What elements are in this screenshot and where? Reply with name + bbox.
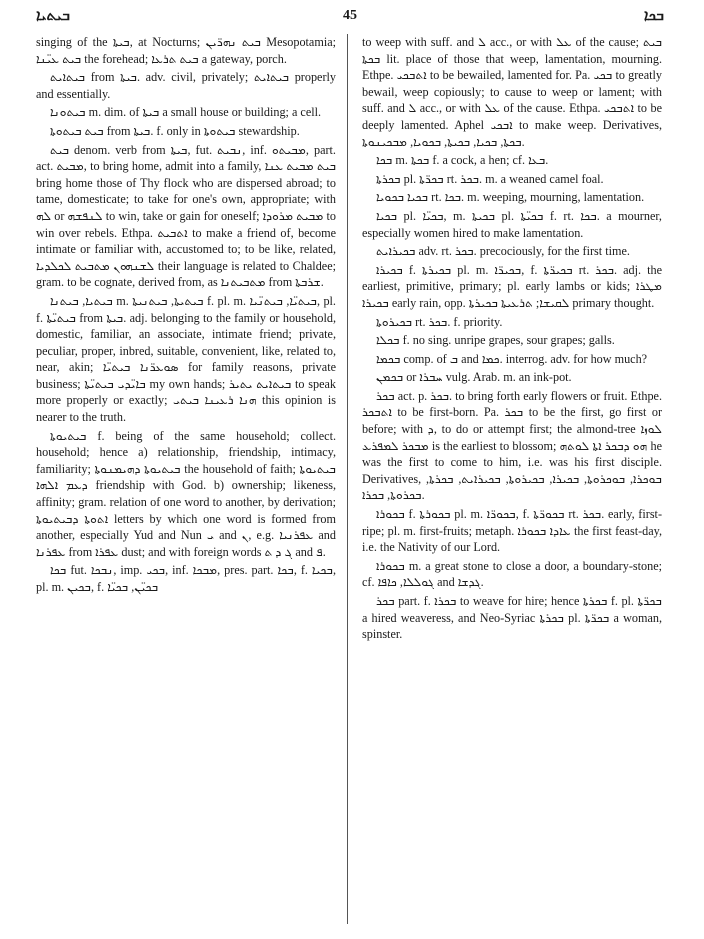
dictionary-entry: ܒܟܡܐ comp. of ܒ and ܟܡܐ. interrog. adv. for how much?	[376, 351, 648, 366]
dictionary-entry: ܒܝܬܝܘܬܐ f. being of the same household; collect. household; hence a) relationship, friendship, intimacy, familiarity; ܒܝܬܝܘܬܐ ܕܗܝܡܢܘܬܐ the household of faith; ܒܝܬܝܘܬܐ ܕܥܡ ܐܠܗܐ friendship with God. b) ownership; likeness, affinity; gram. relation of one word to another, by derivation; ܐܬܘܬܐ ܕܒܝܬܝܘܬܐ letters by which one word is formed from another, especially Yud and Nun ܝ and ܢ, e.g. ܥܦܪܢܝܐ and ܥܦܪܢܐ from ܥܦܪܐ dust; and with foreign words ܓ ܕ ܬ and ܦ.	[36, 428, 336, 559]
column-divider	[347, 34, 348, 924]
page-header	[36, 6, 664, 28]
dictionary-entry: ܒܟܝܐ pl. ܒܟܝ̈ܐ, m. ܒܟܝܬܐ pl. ܒܟܝ̈ܬܐ f. rt. ܒܟܐ. a mourner, especially women hired to make lamentation.	[362, 208, 662, 240]
dictionary-entry: ܒܟܪ act. p. ܒܟܪ. to bring forth early flowers or fruit. Ethpe. ܐܬܒܟܪ to be first-born. Pa. ܒܟܪ to be the first, go first or before; with ܕ, to do or attempt first; the almond-tree ܠܘܙܐ ܡܒܟܪ ܠܡܦܪܥ is the earliest to blossom; ܗܘ ܕܒܟܪ ܐܬܐ ܠܘܬܗ he was the first to come to him, i.e. was his first disciple. Derivatives, ܒܘܟܪܐ, ܒܘܟܪܘܬܐ, ܒܟܝܪܐ, ܒܟܝܪܘܬܐ, ܒܟܝܪܐܝܬ, ܒܟܪܬܐ, ܒܟܪܘܬܐ, ܒܟܪܐ.	[362, 388, 662, 503]
dictionary-entry: ܒܟܠܐ f. no sing. unripe grapes, sour grapes; galls.	[376, 333, 615, 348]
dictionary-entry: ܒܟܪ part. f. ܒܟܪܐ to weave for hire; hence ܒܟܪܬܐ f. pl. ܒܟܪ̈ܬܐ a hired weaveress, and Neo-Syriac ܒܟܪܬܐ pl. ܒܟܪ̈ܬܐ a woman, spinster.	[362, 594, 662, 642]
dictionary-entry: ܒܟܝܐ ܒܟܘܝܐ rt. ܒܟܐ. m. weeping, mourning, lamentation.	[376, 190, 645, 205]
left-column	[36, 34, 336, 598]
dictionary-entry: ܒܟܐ m. ܒܟܬܐ f. a cock, a hen; cf. ܒܥܐ.	[376, 153, 549, 168]
right-running-head: ܒܟܐ	[643, 6, 664, 24]
dictionary-entry: ܒܟܡܢ or ܚܒܪܐ vulg. Arab. m. an ink-pot.	[376, 370, 572, 385]
dictionary-entry: ܒܟܝܪܘܬܐ rt. ܒܟܪ. f. priority.	[376, 314, 503, 329]
dictionary-entry: ܒܝܬܘܢܐ m. dim. of ܒܝܬܐ a small house or building; a cell.	[50, 105, 322, 120]
dictionary-entry: ܒܟܪܬܐ pl. ܒܟܪ̈ܬܐ rt. ܒܟܪ. m. a weaned camel foal.	[376, 171, 604, 186]
dictionary-entry: ܒܝܬܐܝܬ from ܒܝܬܐ. adv. civil, privately; ܒܝܬܐܝܬ properly and essentially.	[36, 70, 336, 101]
left-running-head: ܒܝܬܝܐ	[36, 6, 70, 24]
dictionary-entry: ܒܝܬ denom. verb from ܒܝܬܐ, fut. ܢܒܝܬ, inf. ܡܒܝܬܘ, part. act. ܡܒܝܬ, to bring home, admit into a family, ܒܝܬ ܡܒܝܬ ܥܢܐ bring home those of Thy flock who are dispersed abroad; to tame, domesticate; to take for one's own, appropriate; with ܠܗ or ܠܢܦܫܗ to win, take or gain for oneself; ܡܒܝܬ ܡܪܘܕܐ to win over rebels. Ethpa. ܐܬܒܝܬ to make a friend of, become intimate or familiar with, accustomed to; to be like, related, ܠܫܢܗܘܢ ܡܬܒܝܬ ܠܟܠܕܝܐ their language is related to Chaldee; gram. to be cognate, derived from, as ܡܬܒܝܬܢܐ from ܫܪܒܬܐ.	[36, 142, 337, 290]
dictionary-entry: to weep with suff. and ܠ acc., or with ܥܠ of the cause; ܒܝܬ ܒܟܬܐ lit. place of those that weep, lamentation, mourning. Ethpe. ܐܬܒܟܝ to be bewailed, lamented for. Pa. ܒܟܝ to greatly bewail, weep copiously; to cause to weep or lament; with suff. and ܠ acc., or with ܥܠ of the cause. Ethpa. ܐܬܒܟܝ to be deeply lamented. Aphel ܐܒܟܝ to make weep. Derivatives, ܒܟܬܐ, ܒܟܝܐ, ܒܟܝܬܐ, ܒܟܘܝܐ, ܡܒܟܝܢܘܬܐ.	[362, 35, 662, 149]
dictionary-entry: ܒܟܐ fut. ܢܒܟܐ, imp. ܒܟܝ, inf. ܡܒܟܐ, pres. part. ܒܟܐ, f. ܒܟܝܐ, pl. m. ܒܟܝܢ, f. ܒܟܝ̈ܢ, ܒܟܝ̈ܐ	[36, 563, 336, 594]
dictionary-entry: ܒܝܬܝܐ, ܒܝܬܢܐ m. ܒܝܬܝܬܐ, ܒܝܬܢܝܬܐ f. pl. m. ܒܝܬܝ̈ܐ, ܒܝܬܢ̈ܝܐ, pl. f. ܒܝܬܝ̈ܬܐ from ܒܝܬܐ. adj. belonging to the family or household, domestic, familiar, an associate, intimate friend; private, peculiar, proper, inbred, suitable, convenient, like, related to, near, akin; ܣܘܥܪ̈ܢܐ ܒܝܬܝ̈ܐ for family reasons, private business; ܒܐܝ̈ܕܝ ܒܝܬܝ̈ܬܐ my own hands; ܒܝܬܐܝܬ ܝܬܝܪ to speak more properly or exactly; ܗܢܐ ܪܥܝܢܐ ܒܝܬܝ this opinion is nearer to the truth.	[36, 293, 337, 425]
dictionary-entry: ܒܝܬ ܒܝܬܘܬܐ from ܒܝܬܐ. f. only in ܒܝܬܘܬܐ stewardship.	[50, 123, 300, 138]
page-number: 45	[343, 8, 357, 23]
dictionary-entry: ܒܟܘܪܐ m. a great stone to close a door, a boundary-stone; cf. ܓܘܠܠܐ, ܟܐܦܐ and ܓܕܫܐ.	[362, 558, 662, 590]
right-column	[362, 34, 662, 645]
dictionary-entry: ܒܟܝܪܐܝܬ adv. rt. ܒܟܪ. precociously, for the first time.	[376, 244, 630, 259]
dictionary-entry: ܒܟܘܪܐ f. ܒܟܘܪܬܐ pl. m. ܒܟܘܪ̈ܐ, f. ܒܟܘܪ̈ܬܐ rt. ܒܟܪ. early, first-ripe; pl. m. first-fruits; metaph. ܥܐܕܐ ܒܟܘܪܐ the first feast-day, i.e. the Nativity of our Lord.	[362, 507, 663, 555]
dictionary-entry: ܒܟܝܪܐ f. ܒܟܝܪܬܐ pl. m. ܒܟܝܪ̈ܐ, f. ܒܟܝܪ̈ܬܐ rt. ܒܟܪ. adj. the earliest, primitive, primary; pl. early lambs or kids; ܡܛܪܐ ܒܟܝܪܐ early rain, opp. ܠܩܝܫܐ; ܬܪܥܝܬܐ ܒܟܝܪܬܐ primary thought.	[362, 262, 662, 310]
dictionary-entry: singing of the ܒܝܬܐ, at Nocturns; ܒܝܬ ܢܗܪ̈ܝܢ Mesopotamia; ܒܝܬ ܥܝ̈ܢܐ the forehead; ܒܝܬ ܬܪܥܐ a gateway, porch.	[36, 35, 336, 66]
